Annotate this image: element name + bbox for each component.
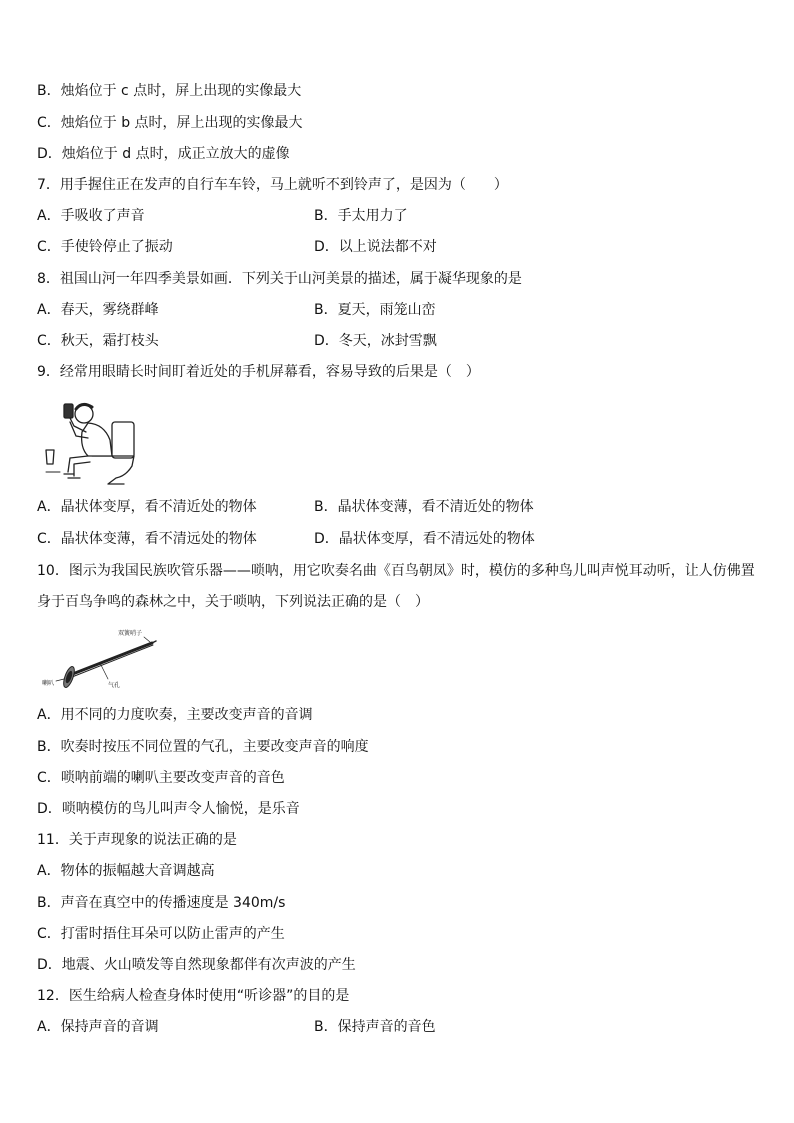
- q8-option-a: A．春天，雾绕群峰: [37, 302, 159, 318]
- q9-stem: 9．经常用眼睛长时间盯着近处的手机屏幕看，容易导致的后果是（ ）: [37, 364, 480, 380]
- q10-stem-line-2: 身于百鸟争鸣的森林之中，关于唢呐，下列说法正确的是（ ）: [37, 594, 429, 610]
- q8-option-c: C．秋天，霜打枝头: [37, 333, 159, 349]
- q9-option-c: C．晶状体变薄，看不清远处的物体: [37, 531, 257, 547]
- q10-option-c: C．唢呐前端的喇叭主要改变声音的音色: [37, 770, 285, 786]
- fig-label-horn: 喇叭: [42, 680, 55, 687]
- q7-option-d: D．以上说法都不对: [314, 239, 437, 255]
- q6-option-b: B．烛焰位于 c 点时，屏上出现的实像最大: [37, 83, 302, 99]
- q11-option-d: D．地震、火山喷发等自然现象都伴有次声波的产生: [37, 957, 356, 973]
- fig-label-hole: 气孔: [108, 682, 121, 689]
- q8-stem: 8．祖国山河一年四季美景如画．下列关于山河美景的描述，属于凝华现象的是: [37, 271, 522, 287]
- q7-stem: 7．用手握住正在发声的自行车车铃，马上就听不到铃声了，是因为（ ）: [37, 177, 508, 193]
- fig-label-reed: 双簧哨子: [118, 630, 143, 637]
- q9-option-a: A．晶状体变厚，看不清近处的物体: [37, 499, 257, 515]
- q7-option-c: C．手使铃停止了振动: [37, 239, 173, 255]
- q10-option-b: B．吹奏时按压不同位置的气孔，主要改变声音的响度: [37, 739, 369, 755]
- q10-option-d: D．唢呐模仿的鸟儿叫声令人愉悦，是乐音: [37, 801, 300, 817]
- q10-stem-line-1: 10．图示为我国民族吹管乐器——唢呐，用它吹奏名曲《百鸟朝凤》时，模仿的多种鸟儿叫声悦耳动听，让人仿佛置: [37, 563, 755, 579]
- q7-option-a: A．手吸收了声音: [37, 208, 145, 224]
- q6-option-d: D．烛焰位于 d 点时，成正立放大的虚像: [37, 146, 290, 162]
- q12-option-a: A．保持声音的音调: [37, 1019, 159, 1035]
- q8-option-b: B．夏天，雨笼山峦: [314, 302, 436, 318]
- q11-stem: 11．关于声现象的说法正确的是: [37, 832, 237, 848]
- q11-option-b: B．声音在真空中的传播速度是 340m/s: [37, 895, 286, 911]
- person-on-toilet-with-phone-illustration: [40, 392, 138, 488]
- q12-stem: 12．医生给病人检查身体时使用“听诊器”的目的是: [37, 988, 350, 1004]
- q6-option-c: C．烛焰位于 b 点时，屏上出现的实像最大: [37, 115, 303, 131]
- q12-option-b: B．保持声音的音色: [314, 1019, 436, 1035]
- suona-diagram: [40, 625, 160, 691]
- q10-option-a: A．用不同的力度吹奏，主要改变声音的音调: [37, 707, 313, 723]
- q9-option-b: B．晶状体变薄，看不清近处的物体: [314, 499, 534, 515]
- q7-option-b: B．手太用力了: [314, 208, 408, 224]
- q8-option-d: D．冬天，冰封雪飘: [314, 333, 437, 349]
- q11-option-a: A．物体的振幅越大音调越高: [37, 863, 215, 879]
- q11-option-c: C．打雷时捂住耳朵可以防止雷声的产生: [37, 926, 285, 942]
- q9-option-d: D．晶状体变厚，看不清远处的物体: [314, 531, 535, 547]
